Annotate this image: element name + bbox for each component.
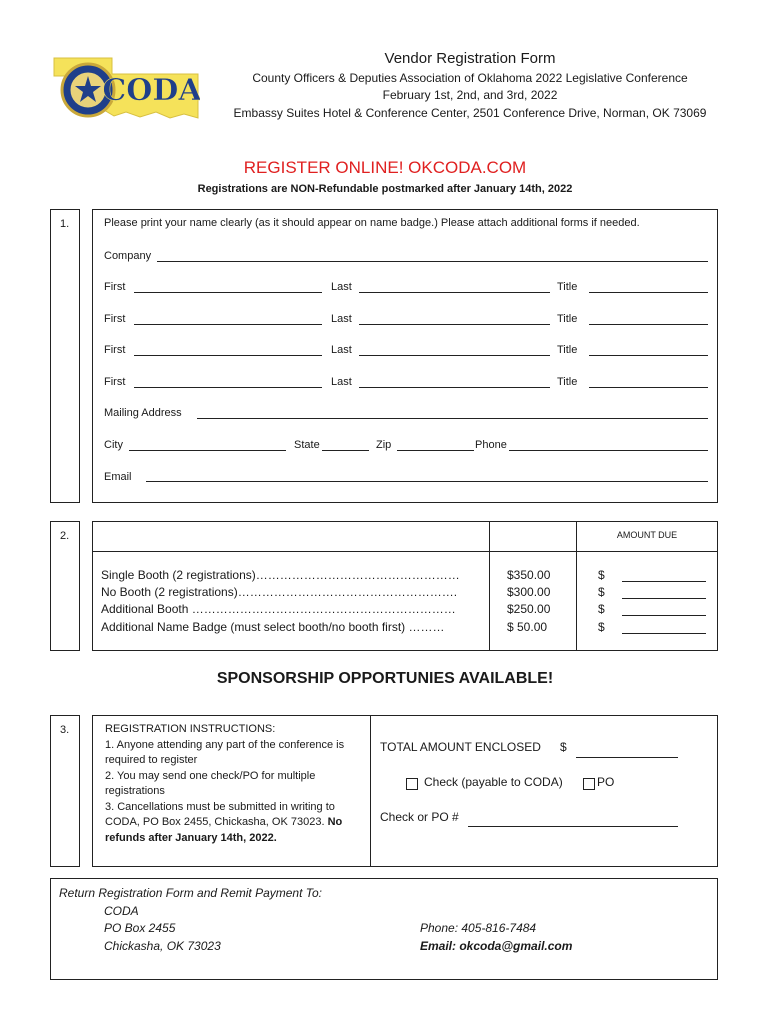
fee-amount-field[interactable]	[622, 598, 706, 599]
check-checkbox[interactable]	[406, 778, 418, 790]
conference-dates: February 1st, 2nd, and 3rd, 2022	[382, 88, 558, 102]
fee-item-price: $250.00	[507, 602, 551, 616]
section-1-number: 1.	[60, 218, 70, 230]
logo-text: CODA	[102, 73, 200, 108]
mailing-address-field[interactable]	[197, 418, 708, 419]
return-city: Chickasha, OK 73023	[104, 939, 221, 953]
section-2-header-rule	[92, 551, 718, 552]
first-label: First	[104, 313, 126, 325]
register-online-link[interactable]: REGISTER ONLINE! OKCODA.COM	[243, 158, 527, 177]
refund-note: Registrations are NON-Refundable postmarked after January 14th, 2022	[197, 183, 573, 195]
section-1-box	[92, 209, 718, 503]
name-instruction: Please print your name clearly (as it should appear on name badge.) Please attach additional forms if needed.	[104, 217, 640, 229]
fee-item-amount[interactable]: $	[598, 585, 605, 599]
po-checkbox[interactable]	[583, 778, 595, 790]
fee-item-label: Additional Booth …………………………………………………………	[101, 602, 456, 616]
title-field[interactable]	[589, 324, 708, 325]
zip-field[interactable]	[397, 450, 474, 451]
last-name-field[interactable]	[359, 292, 550, 293]
last-name-field[interactable]	[359, 355, 550, 356]
instruction-3	[105, 800, 365, 847]
first-name-field[interactable]	[134, 355, 322, 356]
return-name: CODA	[104, 904, 139, 918]
fee-item-amount[interactable]: $	[598, 620, 605, 634]
check-po-number-label: Check or PO #	[380, 810, 459, 824]
fee-amount-field[interactable]	[622, 633, 706, 634]
title-label: Title	[557, 313, 578, 325]
state-field[interactable]	[322, 450, 369, 451]
oklahoma-shape-icon	[52, 54, 200, 132]
return-heading: Return Registration Form and Remit Payment To:	[59, 886, 322, 900]
mailing-address-label: Mailing Address	[104, 407, 182, 419]
email-label: Email	[104, 471, 132, 483]
last-label: Last	[331, 281, 352, 293]
first-name-field[interactable]	[134, 292, 322, 293]
first-label: First	[104, 281, 126, 293]
amount-due-header: AMOUNT DUE	[616, 530, 678, 540]
total-amount-field[interactable]	[576, 757, 678, 758]
instruction-1: 1. Anyone attending any part of the conference is required to register	[105, 738, 345, 766]
last-label: Last	[331, 344, 352, 356]
title-field[interactable]	[589, 355, 708, 356]
form-title: Vendor Registration Form	[384, 50, 556, 67]
sponsorship-heading: SPONSORSHIP OPPORTUNIES AVAILABLE!	[216, 670, 554, 687]
section-2-number: 2.	[60, 530, 70, 542]
phone-label: Phone	[475, 439, 507, 451]
city-label: City	[104, 439, 123, 451]
first-label: First	[104, 344, 126, 356]
first-name-field[interactable]	[134, 387, 322, 388]
fee-item-label: No Booth (2 registrations)……………………………………………….	[101, 585, 458, 599]
conference-venue: Embassy Suites Hotel & Conference Center, 2501 Conference Drive, Norman, OK 73069	[233, 106, 707, 120]
fee-item-price: $ 50.00	[507, 620, 548, 634]
fee-item-label: Single Booth (2 registrations)……………………………………………	[101, 568, 460, 582]
company-field[interactable]	[157, 261, 708, 262]
instructions-title: REGISTRATION INSTRUCTIONS:	[105, 723, 276, 735]
check-option-label: Check (payable to CODA)	[424, 775, 563, 789]
conference-subtitle: County Officers & Deputies Association of Oklahoma 2022 Legislative Conference	[252, 71, 688, 85]
return-email[interactable]: Email: okcoda@gmail.com	[420, 939, 573, 953]
first-label: First	[104, 376, 126, 388]
fee-item-price: $300.00	[507, 585, 551, 599]
fee-item-amount[interactable]: $	[598, 602, 605, 616]
fee-item-amount[interactable]: $	[598, 568, 605, 582]
check-po-number-field[interactable]	[468, 826, 678, 827]
title-label: Title	[557, 376, 578, 388]
city-field[interactable]	[129, 450, 286, 451]
fee-item-price: $350.00	[507, 568, 551, 582]
instruction-3-no-refunds: No refunds after January 14th, 2022.	[105, 816, 343, 844]
po-option-label: PO	[597, 775, 615, 789]
total-currency: $	[560, 740, 567, 754]
registration-instructions	[105, 722, 365, 846]
section-3-number: 3.	[60, 724, 70, 736]
total-amount-label: TOTAL AMOUNT ENCLOSED	[380, 740, 541, 754]
last-name-field[interactable]	[359, 387, 550, 388]
return-phone: Phone: 405-816-7484	[420, 921, 537, 935]
last-label: Last	[331, 313, 352, 325]
instruction-2: 2. You may send one check/PO for multiple registrations	[105, 769, 316, 797]
section-2-divider-1	[489, 521, 490, 651]
title-label: Title	[557, 344, 578, 356]
last-name-field[interactable]	[359, 324, 550, 325]
instruction-3-text: 3. Cancellations must be submitted in writing to CODA, PO Box 2455, Chickasha, OK 73023.	[105, 800, 335, 828]
phone-field[interactable]	[509, 450, 708, 451]
zip-label: Zip	[376, 439, 392, 451]
fee-amount-field[interactable]	[622, 581, 706, 582]
title-label: Title	[557, 281, 578, 293]
fee-amount-field[interactable]	[622, 615, 706, 616]
email-field[interactable]	[146, 481, 708, 482]
company-label: Company	[104, 250, 152, 262]
fee-item-label: Additional Name Badge (must select booth/no booth first) ………	[101, 620, 445, 634]
first-name-field[interactable]	[134, 324, 322, 325]
section-1-number-box	[50, 209, 80, 503]
coda-logo	[52, 54, 200, 132]
section-3-number-box	[50, 715, 80, 867]
title-field[interactable]	[589, 292, 708, 293]
section-2-divider-2	[576, 521, 577, 651]
return-po-box: PO Box 2455	[104, 921, 176, 935]
title-field[interactable]	[589, 387, 708, 388]
last-label: Last	[331, 376, 352, 388]
state-label: State	[294, 439, 320, 451]
section-3-divider	[370, 715, 371, 867]
